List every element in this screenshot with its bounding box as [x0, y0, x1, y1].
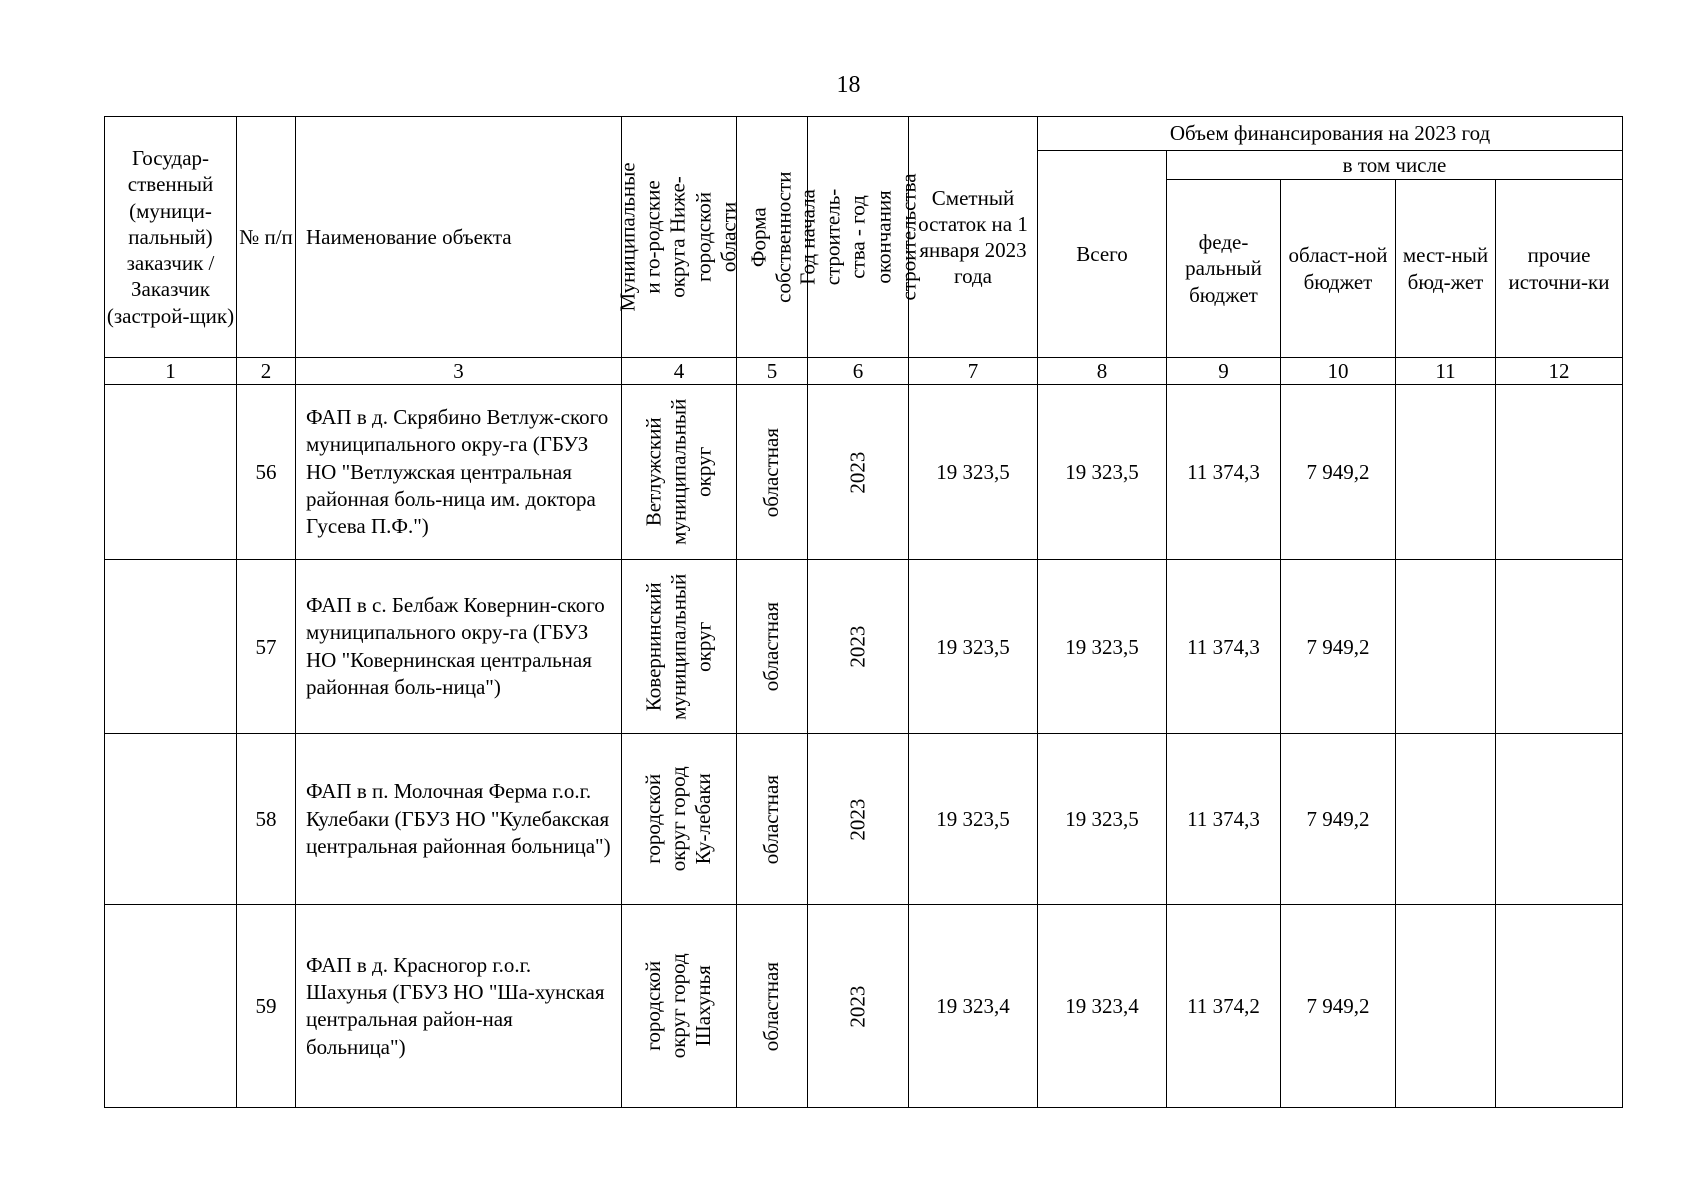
- row-municipality: городской округ город Ку-лебаки: [622, 734, 737, 905]
- header-other: прочие источни-ки: [1496, 180, 1623, 358]
- row-local: [1396, 905, 1496, 1108]
- row-customer: [105, 385, 237, 560]
- investment-table: [104, 116, 1623, 1108]
- row-customer: [105, 905, 237, 1108]
- row-object-name: ФАП в д. Красногор г.о.г. Шахунья (ГБУЗ НО "Ша-хунская центральная район-ная больница"): [296, 905, 622, 1108]
- column-number: 5: [737, 358, 808, 385]
- row-other: [1496, 905, 1623, 1108]
- row-federal: 11 374,3: [1167, 560, 1281, 734]
- row-num: 57: [237, 560, 296, 734]
- column-number: 1: [105, 358, 237, 385]
- row-federal: 11 374,3: [1167, 385, 1281, 560]
- row-ownership: областная: [737, 560, 808, 734]
- row-municipality: Ковернинский муниципальный округ: [622, 560, 737, 734]
- row-estimate: 19 323,5: [909, 560, 1038, 734]
- row-other: [1496, 734, 1623, 905]
- row-total: 19 323,5: [1038, 560, 1167, 734]
- column-number: 4: [622, 358, 737, 385]
- row-ownership: областная: [737, 905, 808, 1108]
- column-number: 7: [909, 358, 1038, 385]
- column-number: 9: [1167, 358, 1281, 385]
- column-number: 10: [1281, 358, 1396, 385]
- row-years: 2023: [808, 905, 909, 1108]
- row-total: 19 323,5: [1038, 734, 1167, 905]
- header-object-name: Наименование объекта: [296, 117, 622, 358]
- column-number: 12: [1496, 358, 1623, 385]
- table-row: [105, 905, 1623, 1108]
- header-total: Всего: [1038, 151, 1167, 358]
- column-number: 11: [1396, 358, 1496, 385]
- row-regional: 7 949,2: [1281, 560, 1396, 734]
- row-regional: 7 949,2: [1281, 385, 1396, 560]
- row-municipality: городской округ город Шахунья: [622, 905, 737, 1108]
- column-number: 8: [1038, 358, 1167, 385]
- table-row: [105, 734, 1623, 905]
- row-total: 19 323,4: [1038, 905, 1167, 1108]
- column-number-row: [105, 358, 1623, 385]
- column-number: 3: [296, 358, 622, 385]
- row-federal: 11 374,3: [1167, 734, 1281, 905]
- row-total: 19 323,5: [1038, 385, 1167, 560]
- table-row: [105, 560, 1623, 734]
- header-regional: област-ной бюджет: [1281, 180, 1396, 358]
- row-local: [1396, 385, 1496, 560]
- row-estimate: 19 323,5: [909, 734, 1038, 905]
- row-estimate: 19 323,5: [909, 385, 1038, 560]
- column-number: 6: [808, 358, 909, 385]
- row-object-name: ФАП в п. Молочная Ферма г.о.г. Кулебаки (ГБУЗ НО "Кулебакская центральная районная больница"): [296, 734, 622, 905]
- table-row: [105, 385, 1623, 560]
- row-years: 2023: [808, 385, 909, 560]
- row-local: [1396, 560, 1496, 734]
- row-federal: 11 374,2: [1167, 905, 1281, 1108]
- row-local: [1396, 734, 1496, 905]
- page-number: 18: [836, 72, 861, 98]
- row-other: [1496, 560, 1623, 734]
- row-object-name: ФАП в с. Белбаж Ковернин-ского муниципального окру-га (ГБУЗ НО "Ковернинская центральная районная боль-ница"): [296, 560, 622, 734]
- header-num: № п/п: [237, 117, 296, 358]
- row-estimate: 19 323,4: [909, 905, 1038, 1108]
- row-other: [1496, 385, 1623, 560]
- header-ownership: Форма собственности: [737, 117, 808, 358]
- row-years: 2023: [808, 560, 909, 734]
- row-ownership: областная: [737, 385, 808, 560]
- row-ownership: областная: [737, 734, 808, 905]
- row-num: 56: [237, 385, 296, 560]
- row-num: 58: [237, 734, 296, 905]
- row-regional: 7 949,2: [1281, 734, 1396, 905]
- header-funding-volume: Объем финансирования на 2023 год: [1038, 117, 1623, 151]
- row-customer: [105, 560, 237, 734]
- row-regional: 7 949,2: [1281, 905, 1396, 1108]
- header-including: в том числе: [1167, 151, 1623, 180]
- row-num: 59: [237, 905, 296, 1108]
- header-years: Год начала строитель-ства - год окончания строительства: [808, 117, 909, 358]
- header-municipality: Муниципальные и го-родские округа Ниже-городской области: [622, 117, 737, 358]
- row-customer: [105, 734, 237, 905]
- header-estimate: Сметный остаток на 1 января 2023 года: [909, 117, 1038, 358]
- column-number: 2: [237, 358, 296, 385]
- row-years: 2023: [808, 734, 909, 905]
- header-federal: феде-ральный бюджет: [1167, 180, 1281, 358]
- header-customer: Государ-ственный (муници-пальный) заказчик / Заказчик (застрой-щик): [105, 117, 237, 358]
- row-object-name: ФАП в д. Скрябино Ветлуж-ского муниципального окру-га (ГБУЗ НО "Ветлужская центральная районная боль-ница им. доктора Гусева П.Ф."): [296, 385, 622, 560]
- header-local: мест-ный бюд-жет: [1396, 180, 1496, 358]
- row-municipality: Ветлужский муниципальный округ: [622, 385, 737, 560]
